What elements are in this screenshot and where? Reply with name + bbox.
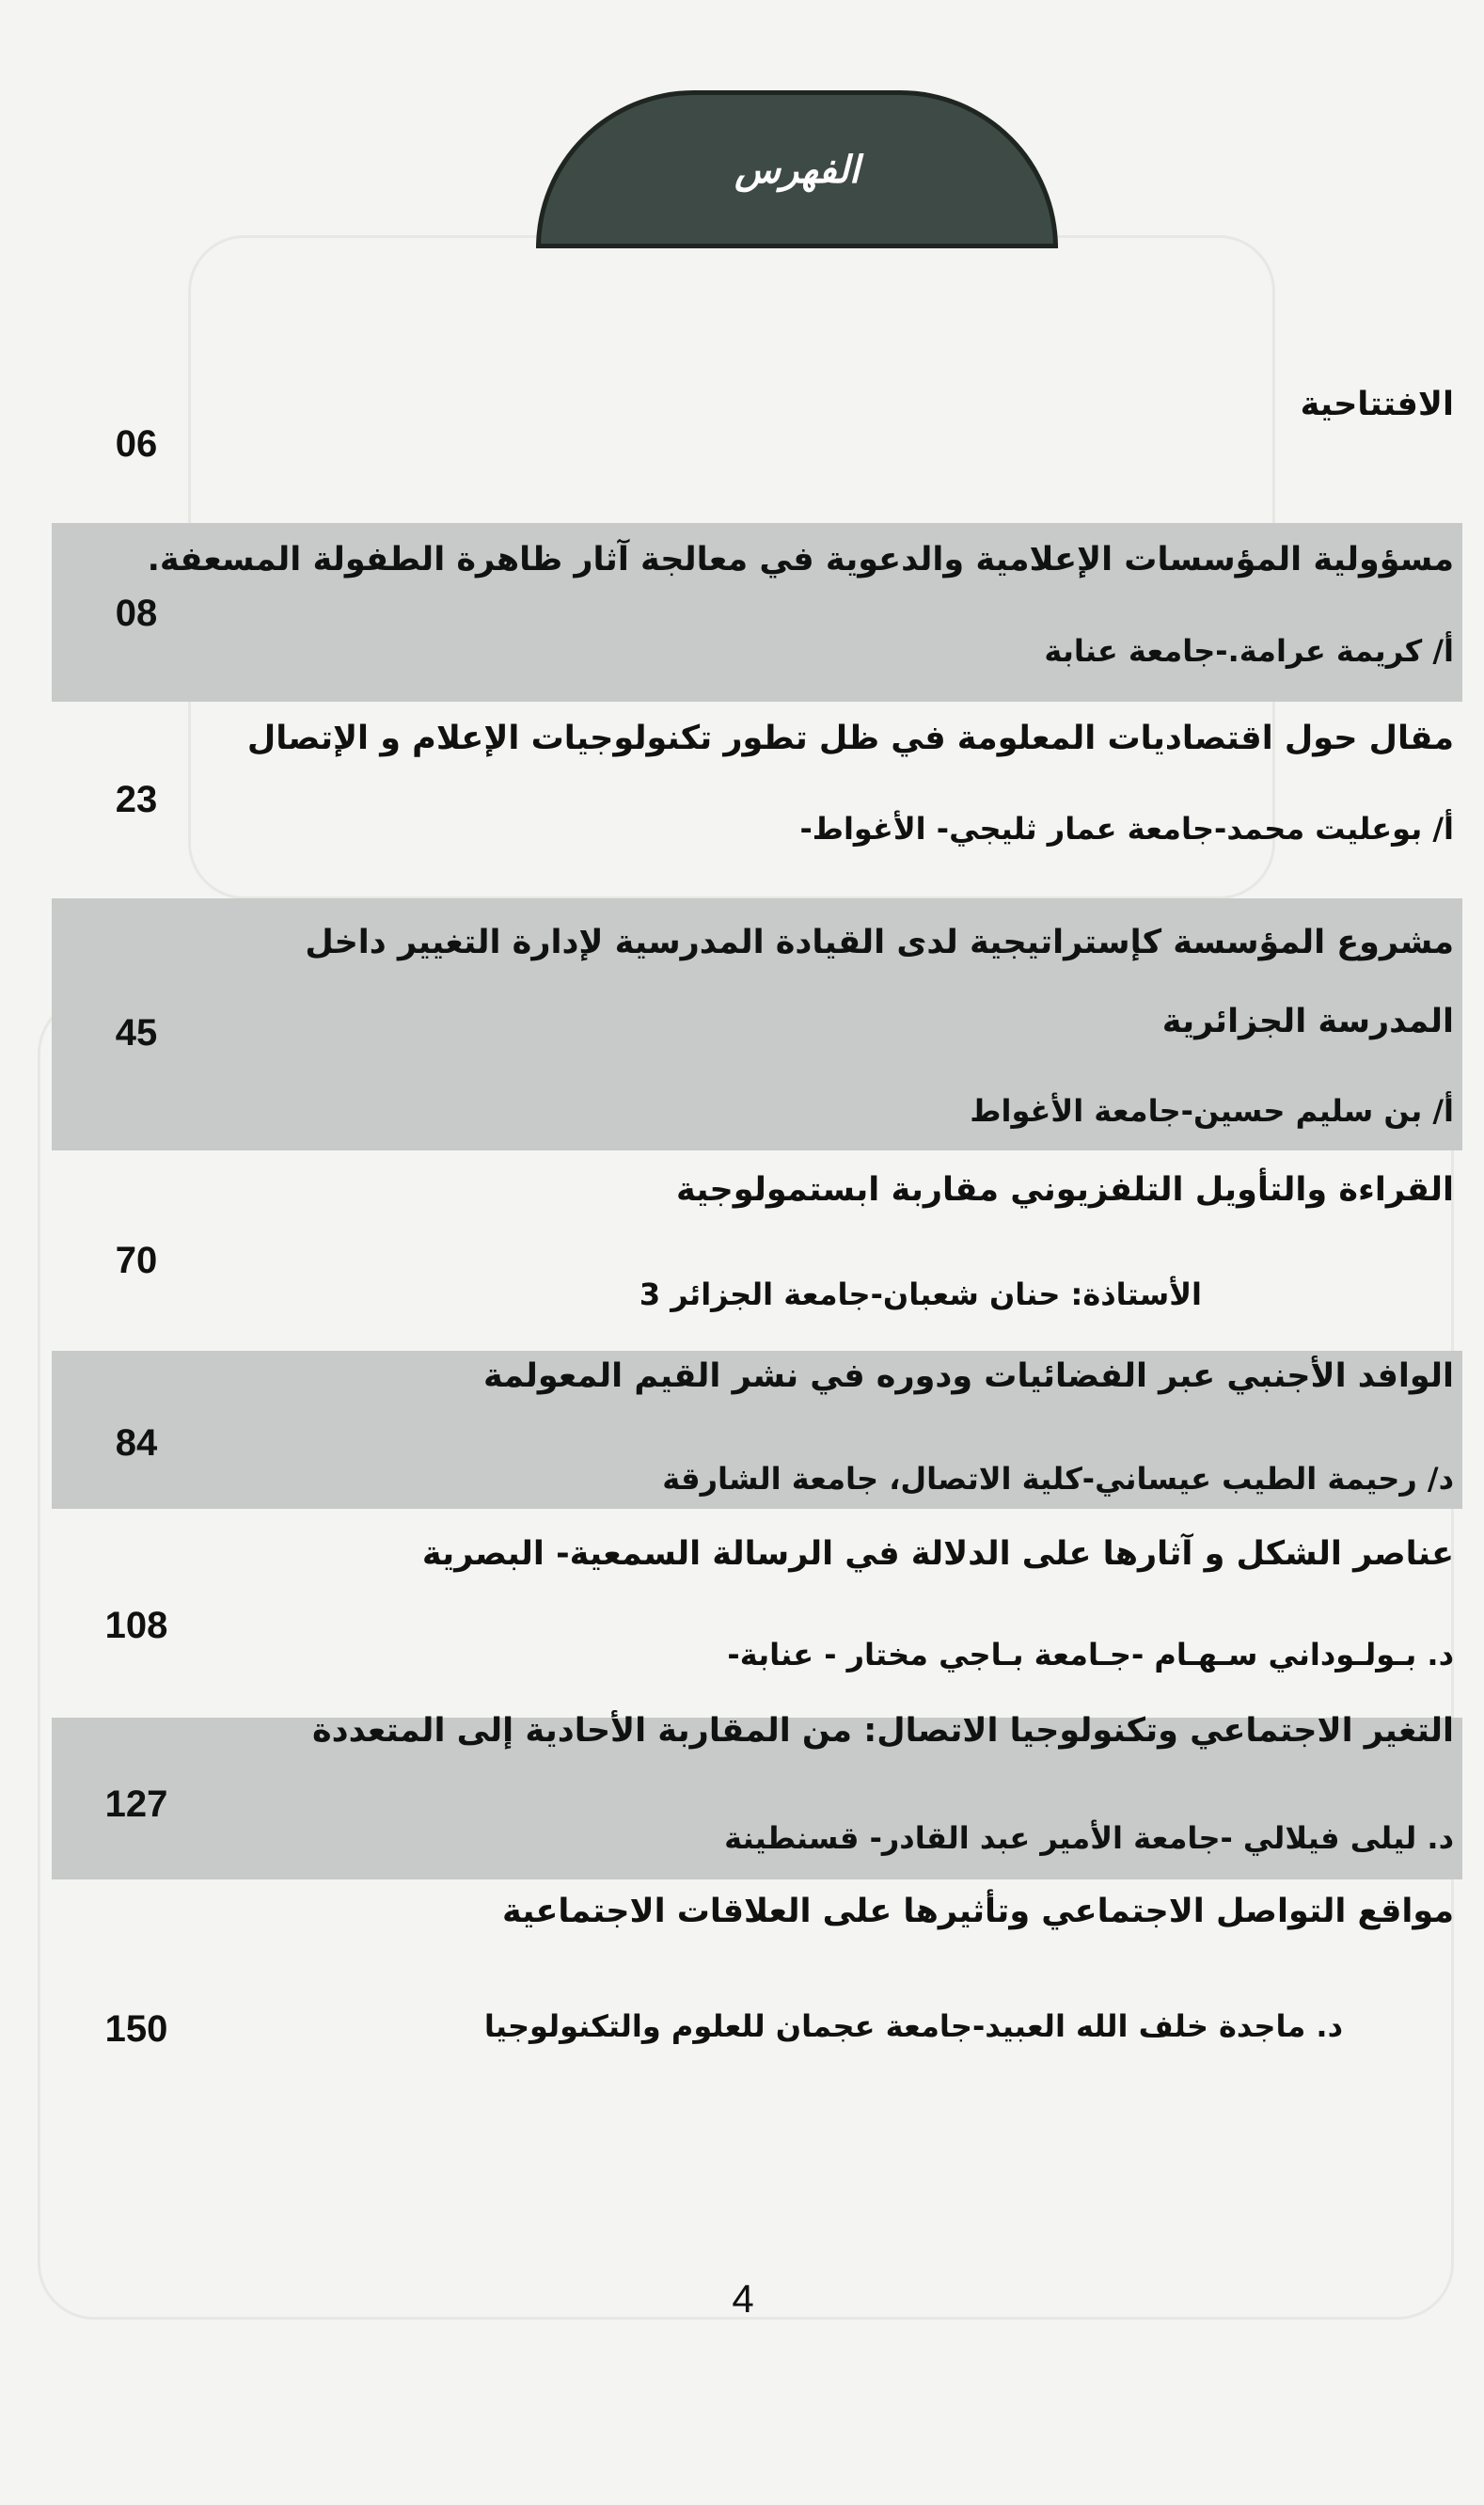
toc-entry-author: د. ليلى فيلالي -جامعة الأمير عبد القادر- قسنطينة: [724, 1820, 1454, 1856]
toc-entry-author: أ/ بوعليت محمد-جامعة عمار ثليجي- الأغواط-: [799, 811, 1454, 847]
toc-entry-author: د. ماجدة خلف الله العبيد-جامعة عجمان للعلوم والتكنولوجيا: [483, 2008, 1343, 2044]
toc-entry-title: التغير الاجتماعي وتكنولوجيا الاتصال: من المقاربة الأحادية إلى المتعددة: [311, 1712, 1454, 1750]
toc-entry-page: 45: [115, 1012, 158, 1054]
toc-entry-author: د. بـولـوداني سـهـام -جـامعة بـاجي مختار - عنابة-: [727, 1637, 1454, 1673]
toc-entry-author: الأستاذة: حنان شعبان-جامعة الجزائر 3: [639, 1276, 1202, 1312]
toc-title: الفهرس: [734, 147, 860, 192]
toc-entry-title: مسؤولية المؤسسات الإعلامية والدعوية في معالجة آثار ظاهرة الطفولة المسعفة.: [147, 541, 1454, 579]
toc-entry-title: مقال حول اقتصاديات المعلومة في ظل تطور تكنولوجيات الإعلام و الإتصال: [246, 720, 1454, 757]
toc-entry-page: 108: [104, 1605, 168, 1646]
toc-entry-author: د/ رحيمة الطيب عيساني-كلية الاتصال، جامعة الشارقة: [662, 1461, 1454, 1497]
toc-entry-page: 150: [104, 2008, 168, 2050]
toc-entry-title: مشروع المؤسسة كإستراتيجية لدى القيادة المدرسية لإدارة التغيير داخل المدرسة الجزائرية: [305, 924, 1454, 1040]
toc-entry-title: الوافد الأجنبي عبر الفضائيات ودوره في نشر القيم المعولمة: [483, 1357, 1454, 1395]
toc-entry-page: 06: [115, 423, 158, 465]
toc-entry-page: 08: [115, 593, 158, 634]
toc-title-tab: [536, 90, 1058, 248]
toc-entry-page: 23: [115, 779, 158, 820]
toc-entry-author: أ/ بن سليم حسين-جامعة الأغواط: [970, 1093, 1454, 1129]
toc-entry-page: 84: [115, 1422, 158, 1464]
toc-entry-page: 127: [104, 1784, 168, 1825]
toc-entry-title: الافتتاحية: [1300, 386, 1454, 423]
toc-entry-title: القراءة والتأويل التلفزيوني مقاربة ابستمولوجية: [676, 1171, 1454, 1209]
toc-entry-author: أ/ كريمة عرامة.-جامعة عنابة: [1044, 633, 1454, 669]
page-number: 4: [732, 2276, 754, 2321]
toc-entry-page: 70: [115, 1240, 158, 1281]
toc-entry-title: عناصر الشكل و آثارها على الدلالة في الرسالة السمعية- البصرية: [421, 1535, 1454, 1573]
toc-entry-title: مواقع التواصل الاجتماعي وتأثيرها على العلاقات الاجتماعية: [501, 1893, 1454, 1930]
